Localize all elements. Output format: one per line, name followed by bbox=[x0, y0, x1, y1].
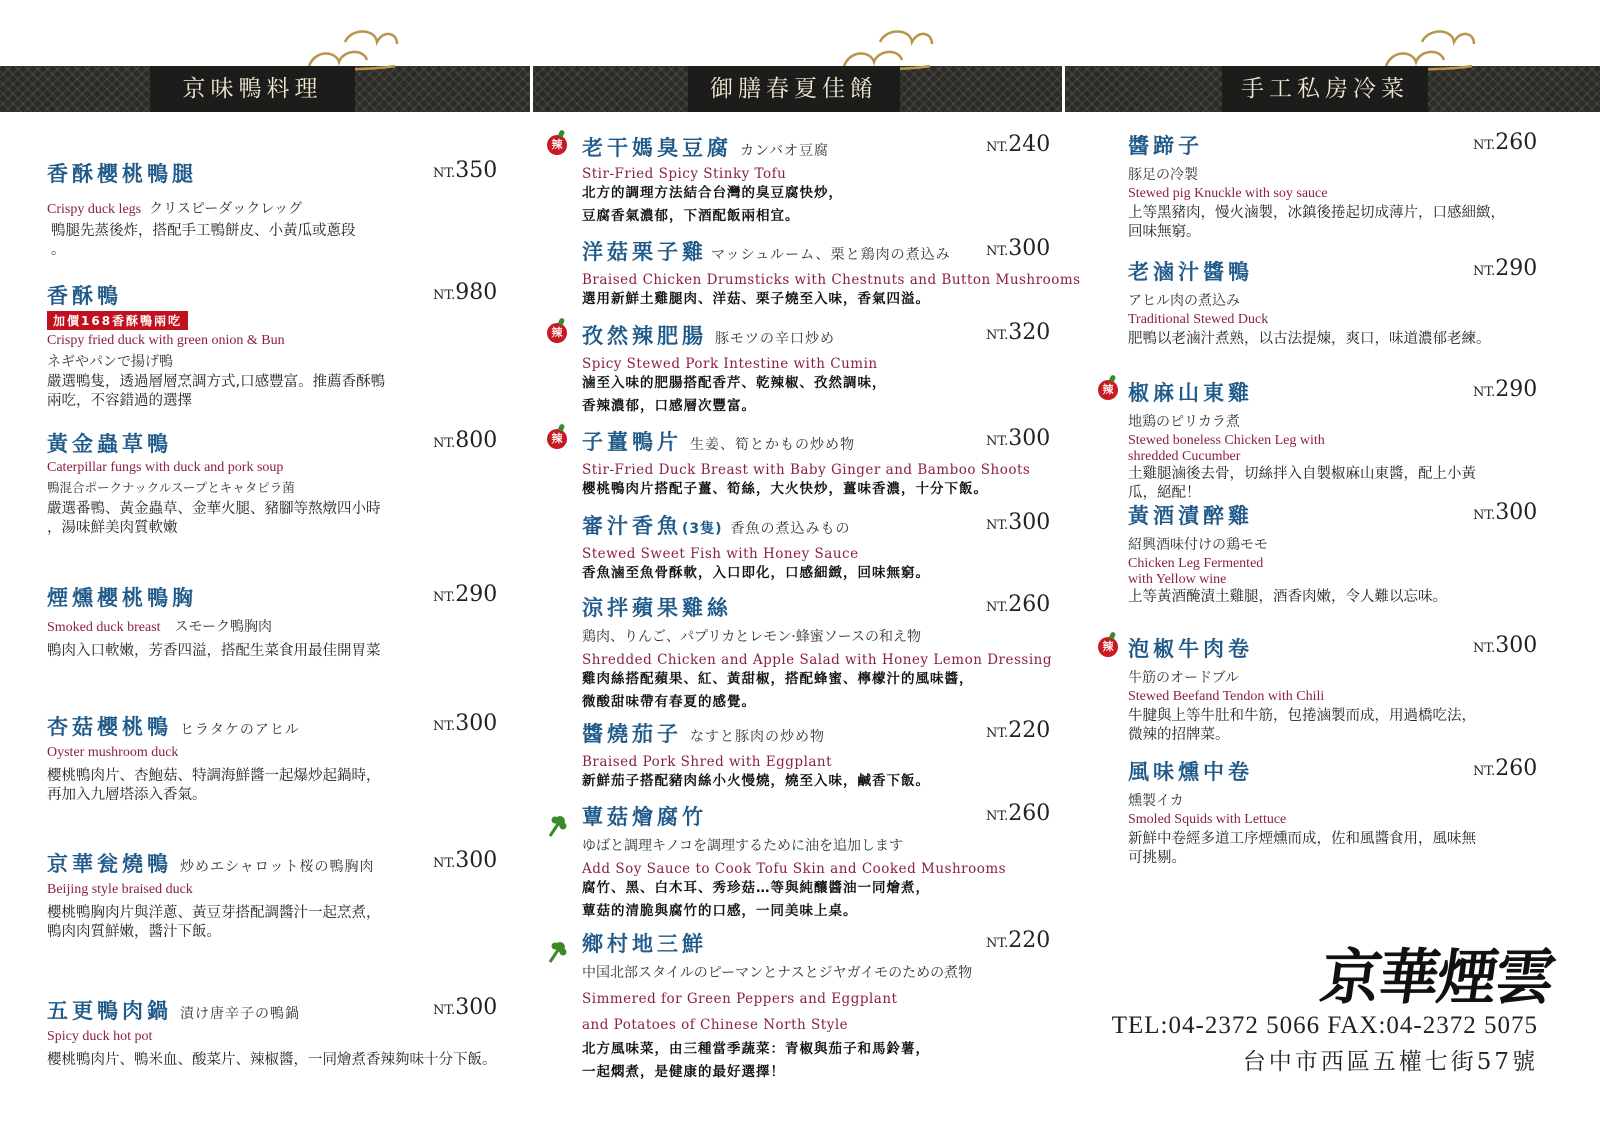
dish-name: 五更鴨肉鍋 bbox=[47, 999, 172, 1023]
dish-description: 新鮮茄子搭配豬肉絲小火慢燒，燒至入味，鹹香下飯。 bbox=[582, 773, 930, 789]
dish-name: 蕈菇燴腐竹 bbox=[582, 805, 707, 829]
dish-price: 320 bbox=[1008, 320, 1051, 345]
dish-name: 黃酒漬醉雞 bbox=[1128, 504, 1253, 528]
menu-item bbox=[1128, 633, 1548, 745]
dish-price: 300 bbox=[1008, 426, 1051, 451]
menu-item bbox=[582, 801, 1062, 923]
dish-english: Stewed Beefand Tendon with Chili bbox=[1128, 689, 1325, 704]
band-divider bbox=[1062, 66, 1065, 112]
dish-price: 240 bbox=[1008, 132, 1051, 157]
dish-japanese: 鴨混合ポークナックルスープとキャタピラ菌 bbox=[47, 480, 295, 495]
dish-name: 洋菇栗子雞 bbox=[582, 240, 707, 264]
dish-japanese: 香魚の煮込みもの bbox=[730, 521, 851, 537]
dish-description: 滷至入味的肥腸搭配香芹、乾辣椒、孜然調味， 香辣濃郁，口感層次豐富。 bbox=[582, 375, 887, 414]
dish-japanese: マッシュルーム、栗と鶏肉の煮込み bbox=[711, 247, 951, 263]
dish-name: 香酥鴨 bbox=[47, 284, 122, 308]
dish-price: 290 bbox=[1495, 256, 1538, 281]
price-prefix: NT. bbox=[433, 436, 456, 451]
price-prefix: NT. bbox=[986, 328, 1009, 343]
dish-name: 杏菇櫻桃鴨 bbox=[47, 715, 172, 739]
menu-item bbox=[47, 995, 547, 1070]
dish-japanese: カンバオ豆腐 bbox=[740, 143, 830, 159]
dish-japanese: 炒めエシャロット桜の鴨胸肉 bbox=[180, 859, 375, 875]
dish-price: 290 bbox=[455, 582, 498, 607]
dish-description: 嚴選鴨隻，透過層層烹調方式,口感豐富。推薦香酥鴨 兩吃，不容錯過的選擇 bbox=[47, 374, 386, 409]
dish-japanese: 地鶏のピリカラ煮 bbox=[1128, 414, 1240, 430]
price-prefix: NT. bbox=[1473, 508, 1496, 523]
dish-name: 涼拌蘋果雞絲 bbox=[582, 596, 732, 620]
dish-description: 鴨腿先蒸後炸，搭配手工鴨餅皮、小黃瓜或蔥段 。 bbox=[51, 223, 356, 258]
dish-english: Spicy Stewed Pork Intestine with Cumin bbox=[582, 356, 878, 372]
menu-item bbox=[47, 582, 507, 661]
dish-english: Traditional Stewed Duck bbox=[1128, 312, 1269, 327]
dish-description: 腐竹、黑、白木耳、秀珍菇…等與純釀醬油一同燴煮， 蕈菇的清脆與腐竹的口感，一同美味上桌。 bbox=[582, 880, 930, 919]
dish-japanese: ヒラタケのアヒル bbox=[180, 722, 300, 738]
dish-japanese: 牛筋のオードブル bbox=[1128, 670, 1240, 686]
brand-logo: 京華煙雲 bbox=[1316, 943, 1559, 1013]
spicy-icon: 辣 bbox=[1098, 380, 1118, 400]
dish-english: Braised Pork Shred with Eggplant bbox=[582, 754, 833, 770]
spicy-icon: 辣 bbox=[1098, 637, 1118, 657]
dish-english: Stewed boneless Chicken Leg with shredded Cucumber bbox=[1128, 433, 1325, 464]
menu-item bbox=[47, 280, 507, 411]
dish-japanese: 生姜、筍とかもの炒め物 bbox=[690, 437, 855, 453]
dish-english: Simmered for Green Peppers and Eggplant and Potatoes of Chinese North Style bbox=[582, 991, 898, 1033]
dish-name: 黃金蟲草鴨 bbox=[47, 432, 172, 456]
dish-description: 香魚滷至魚骨酥軟，入口即化，口感細緻，回味無窮。 bbox=[582, 565, 930, 581]
section-title-cold: 手工私房冷菜 bbox=[1222, 66, 1428, 112]
dish-english: Crispy duck legs bbox=[47, 202, 142, 217]
dish-price: 350 bbox=[455, 158, 498, 183]
dish-name: 泡椒牛肉卷 bbox=[1128, 637, 1253, 661]
dish-description: 櫻桃鴨肉片搭配子薑、筍絲，大火快炒，薑味香濃，十分下飯。 bbox=[582, 481, 988, 497]
price-prefix: NT. bbox=[1473, 764, 1496, 779]
dish-english: Stewed Sweet Fish with Honey Sauce bbox=[582, 546, 859, 562]
dish-english: Chicken Leg Fermented with Yellow wine bbox=[1128, 556, 1264, 587]
menu-item bbox=[47, 158, 507, 260]
price-prefix: NT. bbox=[986, 434, 1009, 449]
dish-english: Crispy fried duck with green onion & Bun bbox=[47, 333, 285, 348]
menu-item bbox=[582, 718, 1062, 793]
price-prefix: NT. bbox=[986, 726, 1009, 741]
dish-price: 220 bbox=[1008, 928, 1051, 953]
dish-japanese: ネギやパンで揚げ鴨 bbox=[47, 354, 173, 370]
dish-english: Smoked duck breast bbox=[47, 620, 161, 635]
dish-japanese: 豚足の冷製 bbox=[1128, 167, 1198, 183]
dish-english: Caterpillar fungs with duck and pork soup bbox=[47, 460, 284, 475]
dish-description: 牛腱與上等牛肚和牛筋，包捲滷製而成，用過橋吃法， 微辣的招牌菜。 bbox=[1128, 708, 1476, 743]
dish-price: 300 bbox=[1495, 633, 1538, 658]
dish-description: 上等黃酒醃漬土雞腿，酒香肉嫩，令人難以忘味。 bbox=[1128, 589, 1447, 605]
menu-item bbox=[582, 928, 1062, 1084]
dish-english: Add Soy Sauce to Cook Tofu Skin and Cooked Mushrooms bbox=[582, 861, 1007, 877]
dish-english: Shredded Chicken and Apple Salad with Honey Lemon Dressing bbox=[582, 652, 1052, 668]
price-prefix: NT. bbox=[986, 936, 1009, 951]
dish-price: 300 bbox=[455, 848, 498, 873]
dish-japanese: 紹興酒味付けの鶏モモ bbox=[1128, 537, 1268, 553]
dish-name: 香酥櫻桃鴨腿 bbox=[47, 162, 197, 186]
dish-name: 醬蹄子 bbox=[1128, 134, 1203, 158]
dish-description: 櫻桃鴨肉片、鴨米血、酸菜片、辣椒醬，一同燴煮香辣夠味十分下飯。 bbox=[47, 1052, 497, 1068]
dish-price: 300 bbox=[1495, 500, 1538, 525]
dish-price: 260 bbox=[1495, 756, 1538, 781]
dish-name: 椒麻山東雞 bbox=[1128, 381, 1253, 405]
price-prefix: NT. bbox=[986, 244, 1009, 259]
dish-english: Stewed pig Knuckle with soy sauce bbox=[1128, 186, 1328, 201]
dish-japanese: 鶏肉、りんご、パプリカとレモン·蜂蜜ソースの和え物 bbox=[582, 629, 922, 645]
promo-badge: 加價168香酥鴨兩吃 bbox=[47, 311, 188, 330]
dish-description: 肥鴨以老滷汁煮熟，以古法提煉，爽口，味道濃郁老練。 bbox=[1128, 331, 1491, 347]
menu-item bbox=[1128, 500, 1548, 607]
menu-item bbox=[582, 592, 1072, 714]
spicy-icon: 辣 bbox=[547, 429, 567, 449]
menu-item bbox=[582, 132, 1062, 228]
dish-english: Beijing style braised duck bbox=[47, 882, 193, 897]
dish-description: 新鮮中卷經多道工序煙燻而成，佐和風醬食用，風味無 可挑剔。 bbox=[1128, 831, 1476, 866]
dish-name: 風味燻中卷 bbox=[1128, 760, 1253, 784]
dish-price: 300 bbox=[455, 995, 498, 1020]
dish-name: 煙燻櫻桃鴨胸 bbox=[47, 586, 197, 610]
dish-english: Smoled Squids with Lettuce bbox=[1128, 812, 1287, 827]
dish-english: Stir-Fried Spicy Stinky Tofu bbox=[582, 166, 787, 182]
price-prefix: NT. bbox=[433, 288, 456, 303]
dish-quantity: (3隻) bbox=[682, 521, 723, 537]
dish-english: Braised Chicken Drumsticks with Chestnuts and Button Mushrooms bbox=[582, 272, 1081, 288]
dish-japanese: 燻製イカ bbox=[1128, 793, 1184, 809]
dish-description: 上等黑豬肉，慢火滷製，冰鎮後捲起切成薄片，口感細緻， 回味無窮。 bbox=[1128, 205, 1505, 240]
vegetable-icon bbox=[546, 814, 568, 838]
price-prefix: NT. bbox=[1473, 385, 1496, 400]
dish-description: 北方的調理方法結合台灣的臭豆腐快炒， 豆腐香氣濃郁，下酒配飯兩相宜。 bbox=[582, 185, 843, 224]
price-prefix: NT. bbox=[433, 166, 456, 181]
price-prefix: NT. bbox=[986, 600, 1009, 615]
section-title-seasonal: 御膳春夏佳餚 bbox=[688, 66, 900, 112]
dish-description: 雞肉絲搭配蘋果、紅、黃甜椒，搭配蜂蜜、檸檬汁的風味醬， 微酸甜味帶有春夏的感覺。 bbox=[582, 671, 974, 710]
menu-item bbox=[582, 510, 1062, 585]
dish-name: 醬燒茄子 bbox=[582, 722, 682, 746]
price-prefix: NT. bbox=[986, 140, 1009, 155]
spicy-icon: 辣 bbox=[547, 135, 567, 155]
dish-english: Stir-Fried Duck Breast with Baby Ginger and Bamboo Shoots bbox=[582, 462, 1031, 478]
section-title-duck: 京味鴨料理 bbox=[150, 66, 355, 112]
restaurant-address: 台中市西區五權七街57號 bbox=[1242, 1049, 1538, 1075]
dish-english: Oyster mushroom duck bbox=[47, 745, 179, 760]
dish-description: 北方風味菜，由三種當季蔬菜：青椒與茄子和馬鈴薯， 一起燜煮，是健康的最好選擇！ bbox=[582, 1041, 930, 1080]
dish-japanese: 漬け唐辛子の鴨鍋 bbox=[180, 1006, 300, 1022]
dish-name: 老滷汁醬鴨 bbox=[1128, 260, 1253, 284]
spicy-icon: 辣 bbox=[547, 323, 567, 343]
dish-price: 800 bbox=[455, 428, 498, 453]
dish-description: 櫻桃鴨肉片、杏鮑菇、特調海鮮醬一起爆炒起鍋時， 再加入九層塔添入香氣。 bbox=[47, 768, 381, 803]
dish-price: 300 bbox=[455, 711, 498, 736]
price-prefix: NT. bbox=[1473, 264, 1496, 279]
menu-item bbox=[1128, 256, 1548, 349]
menu-item bbox=[47, 848, 547, 942]
vegetable-icon bbox=[546, 940, 568, 964]
dish-japanese: 豚モツの辛口炒め bbox=[715, 331, 835, 347]
dish-description: 土雞腿滷後去骨，切絲拌入自製椒麻山東醬，配上小黃 瓜，絕配！ bbox=[1128, 466, 1476, 501]
dish-japanese: 中国北部スタイルのピーマンとナスとジヤガイモのための煮物 bbox=[582, 965, 973, 981]
dish-japanese: なすと豚肉の炒め物 bbox=[690, 729, 825, 745]
dish-name: 老干媽臭豆腐 bbox=[582, 136, 732, 160]
dish-price: 980 bbox=[455, 280, 498, 305]
dish-japanese: スモーク鴨胸肉 bbox=[174, 619, 272, 635]
menu-item bbox=[582, 426, 1062, 501]
dish-price: 290 bbox=[1495, 377, 1538, 402]
price-prefix: NT. bbox=[986, 809, 1009, 824]
menu-item bbox=[1128, 130, 1548, 242]
price-prefix: NT. bbox=[433, 856, 456, 871]
menu-item bbox=[1128, 377, 1548, 503]
menu-item bbox=[582, 320, 1062, 418]
dish-name: 鄉村地三鮮 bbox=[582, 932, 707, 956]
price-prefix: NT. bbox=[1473, 641, 1496, 656]
menu-item bbox=[47, 428, 507, 538]
band-divider bbox=[530, 66, 533, 112]
dish-japanese: クリスピーダックレッグ bbox=[149, 201, 303, 217]
dish-price: 300 bbox=[1008, 236, 1051, 261]
dish-name: 審汁香魚 bbox=[582, 514, 682, 538]
dish-name: 子薑鴨片 bbox=[582, 430, 682, 454]
price-prefix: NT. bbox=[433, 1003, 456, 1018]
dish-description: 鴨肉入口軟嫩，芳香四溢，搭配生菜食用最佳開胃菜 bbox=[47, 643, 381, 659]
dish-price: 260 bbox=[1008, 592, 1051, 617]
contact-phone-fax: TEL:04-2372 5066 FAX:04-2372 5075 bbox=[1111, 1012, 1538, 1039]
dish-description: 選用新鮮土雞腿肉、洋菇、栗子燒至入味，香氣四溢。 bbox=[582, 291, 930, 307]
price-prefix: NT. bbox=[986, 518, 1009, 533]
dish-price: 260 bbox=[1008, 801, 1051, 826]
dish-english: Spicy duck hot pot bbox=[47, 1029, 153, 1044]
dish-name: 孜然辣肥腸 bbox=[582, 324, 707, 348]
menu-item bbox=[582, 236, 1082, 311]
menu-item bbox=[47, 711, 507, 805]
dish-japanese: アヒル肉の煮込み bbox=[1128, 293, 1240, 309]
dish-name: 京華瓮燒鴨 bbox=[47, 852, 172, 876]
dish-japanese: ゆばと調理キノコを調理するために油を追加します bbox=[582, 838, 904, 854]
dish-price: 300 bbox=[1008, 510, 1051, 535]
price-prefix: NT. bbox=[433, 590, 456, 605]
menu-item bbox=[1128, 756, 1548, 868]
dish-price: 260 bbox=[1495, 130, 1538, 155]
price-prefix: NT. bbox=[1473, 138, 1496, 153]
dish-description: 嚴選番鴨、黃金蟲草、金華火腿、豬腳等熬燉四小時 ，湯味鮮美肉質軟嫩 bbox=[47, 501, 381, 536]
dish-description: 櫻桃鴨胸肉片與洋蔥、黃豆芽搭配調醬汁一起烹煮， 鴨肉肉質鮮嫩，醬汁下飯。 bbox=[47, 905, 381, 940]
price-prefix: NT. bbox=[433, 719, 456, 734]
dish-price: 220 bbox=[1008, 718, 1051, 743]
